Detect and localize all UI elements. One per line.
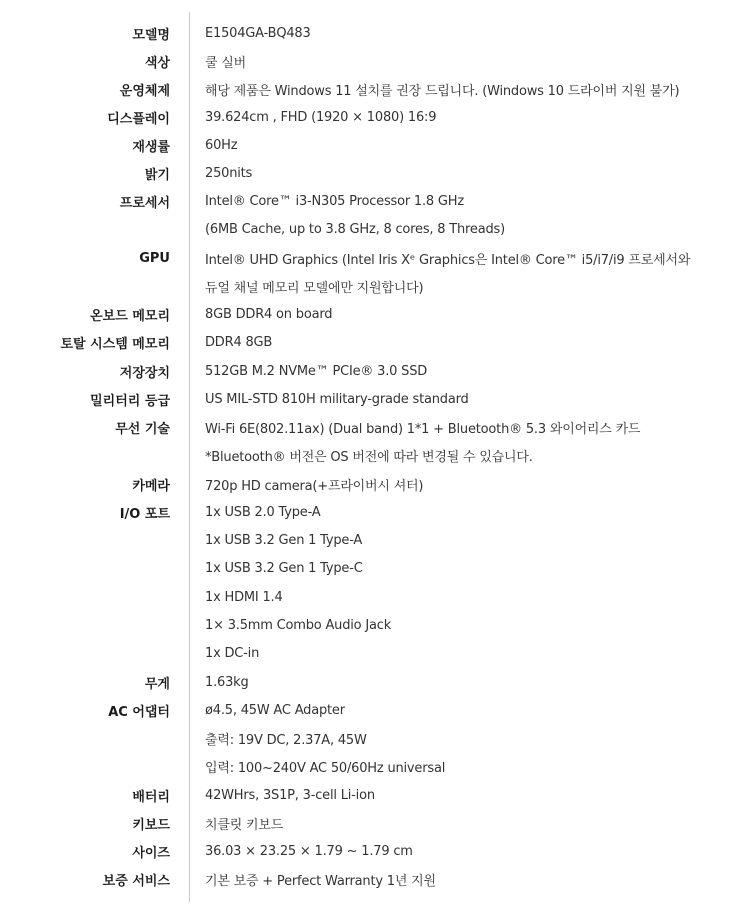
spec-row-refresh-rate — [0, 131, 750, 159]
spec-label: 색상 — [144, 55, 170, 71]
spec-row-model — [0, 19, 750, 47]
spec-label: 사이즈 — [132, 845, 170, 861]
spec-row-io-port-3 — [0, 554, 750, 582]
spec-row-os — [0, 75, 750, 103]
spec-value: 출력: 19V DC, 2.37A, 45W — [205, 732, 367, 748]
spec-value: *Bluetooth® 버전은 OS 버전에 따라 변경될 수 있습니다. — [205, 449, 533, 465]
spec-value: E1504GA-BQ483 — [205, 25, 311, 41]
spec-label: 보증 서비스 — [102, 873, 170, 889]
spec-row-camera — [0, 470, 750, 498]
spec-label: 프로세서 — [119, 195, 170, 211]
spec-label: 온보드 메모리 — [90, 308, 170, 324]
spec-label: 카메라 — [132, 478, 170, 494]
spec-value: 입력: 100~240V AC 50/60Hz universal — [205, 760, 446, 776]
spec-row-keyboard — [0, 809, 750, 837]
spec-label: I/O 포트 — [119, 506, 170, 522]
spec-label: GPU — [139, 250, 170, 266]
spec-value: 1x HDMI 1.4 — [205, 589, 283, 605]
spec-value: 듀얼 채널 메모리 모델에만 지원합니다) — [205, 280, 424, 296]
spec-row-total-memory — [0, 328, 750, 356]
spec-label: 디스플레이 — [107, 111, 170, 127]
spec-label: 밀리터리 등급 — [90, 393, 170, 409]
spec-row-onboard-memory — [0, 300, 750, 328]
spec-value: 1x DC-in — [205, 645, 260, 661]
spec-label: 저장장치 — [119, 365, 170, 381]
spec-value: 1x USB 2.0 Type-A — [205, 504, 321, 520]
spec-row-storage — [0, 357, 750, 385]
spec-value: ø4.5, 45W AC Adapter — [205, 702, 345, 718]
spec-value: 1× 3.5mm Combo Audio Jack — [205, 617, 392, 633]
spec-value: 1.63kg — [205, 674, 249, 690]
spec-label: 무게 — [144, 676, 170, 692]
spec-row-ac-adapter — [0, 696, 750, 724]
spec-label: 밝기 — [144, 167, 170, 183]
spec-value: 39.624cm , FHD (1920 × 1080) 16:9 — [205, 109, 437, 125]
spec-row-gpu-detail — [0, 272, 750, 300]
spec-value: 36.03 × 23.25 × 1.79 ~ 1.79 cm — [205, 843, 413, 859]
spec-value: 60Hz — [205, 137, 238, 153]
spec-label: AC 어댑터 — [108, 704, 170, 720]
spec-row-io-port-5 — [0, 611, 750, 639]
spec-label: 배터리 — [132, 789, 170, 805]
spec-value: Intel® Core™ i3-N305 Processor 1.8 GHz — [205, 193, 465, 209]
spec-row-io-ports — [0, 498, 750, 526]
spec-row-processor-detail — [0, 215, 750, 243]
spec-label: 모델명 — [132, 27, 170, 43]
spec-label: 재생률 — [132, 139, 170, 155]
spec-row-wireless — [0, 413, 750, 441]
spec-row-processor — [0, 187, 750, 215]
spec-value: (6MB Cache, up to 3.8 GHz, 8 cores, 8 Threads) — [205, 221, 505, 237]
spec-value: 치클릿 키보드 — [205, 817, 284, 833]
spec-row-ac-output — [0, 724, 750, 752]
spec-value: 8GB DDR4 on board — [205, 306, 333, 322]
spec-value: 해당 제품은 Windows 11 설치를 권장 드립니다. (Windows 10 드라이버 지원 불가) — [205, 83, 680, 99]
spec-label: 토탈 시스템 메모리 — [60, 336, 170, 352]
spec-row-color — [0, 47, 750, 75]
spec-value: 42WHrs, 3S1P, 3-cell Li-ion — [205, 787, 375, 803]
spec-value: US MIL-STD 810H military-grade standard — [205, 391, 469, 407]
spec-row-battery — [0, 781, 750, 809]
spec-row-weight — [0, 668, 750, 696]
spec-row-military-grade — [0, 385, 750, 413]
spec-value: DDR4 8GB — [205, 334, 273, 350]
spec-value: 쿨 실버 — [205, 55, 247, 71]
spec-row-display — [0, 103, 750, 131]
spec-value: 250nits — [205, 165, 253, 181]
spec-value: 512GB M.2 NVMe™ PCIe® 3.0 SSD — [205, 363, 428, 379]
spec-row-io-port-2 — [0, 526, 750, 554]
spec-row-brightness — [0, 159, 750, 187]
spec-row-size — [0, 837, 750, 865]
spec-label: 운영체제 — [119, 83, 170, 99]
spec-value: Wi-Fi 6E(802.11ax) (Dual band) 1*1 + Bluetooth® 5.3 와이어리스 카드 — [205, 421, 641, 437]
spec-label: 무선 기술 — [115, 421, 170, 437]
spec-value: 720p HD camera(+프라이버시 셔터) — [205, 478, 424, 494]
spec-row-io-port-6 — [0, 639, 750, 667]
spec-row-io-port-4 — [0, 583, 750, 611]
spec-row-ac-input — [0, 752, 750, 780]
spec-value: Intel® UHD Graphics (Intel Iris Xᵉ Graphics은 Intel® Core™ i5/i7/i9 프로세서와 — [205, 252, 691, 268]
spec-row-wireless-note — [0, 441, 750, 469]
spec-row-warranty — [0, 865, 750, 893]
spec-row-gpu — [0, 244, 750, 272]
spec-label: 키보드 — [132, 817, 170, 833]
spec-value: 1x USB 3.2 Gen 1 Type-A — [205, 532, 363, 548]
spec-value: 1x USB 3.2 Gen 1 Type-C — [205, 560, 363, 576]
spec-value: 기본 보증 + Perfect Warranty 1년 지원 — [205, 873, 436, 889]
